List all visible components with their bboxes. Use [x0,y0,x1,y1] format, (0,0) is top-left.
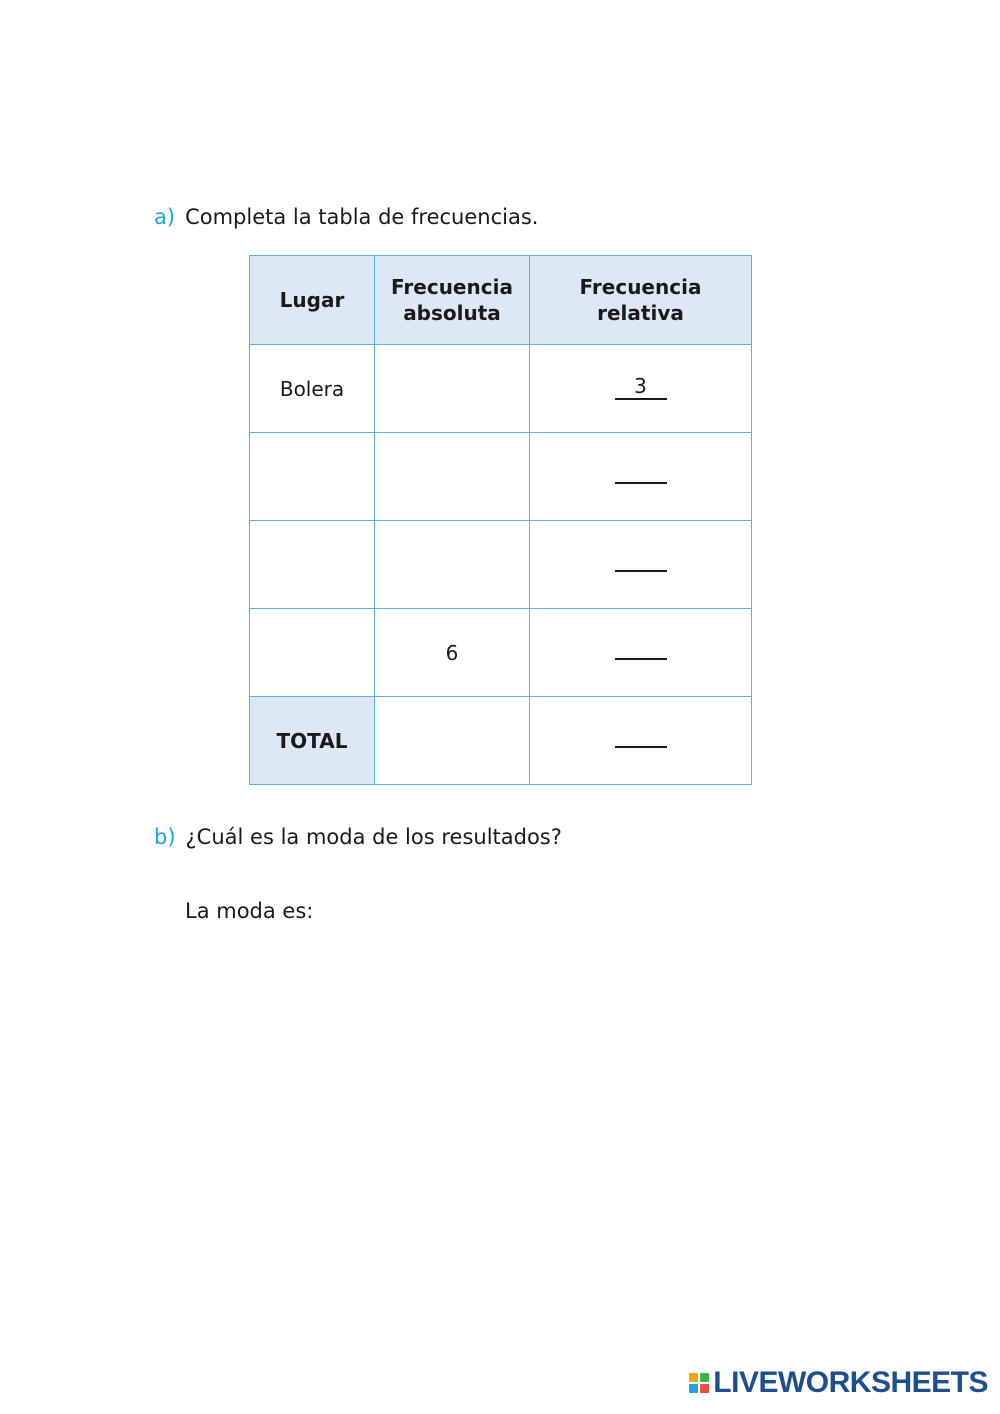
relativa-input[interactable] [615,724,667,748]
cell-relativa [530,345,752,433]
header-frecuencia-relativa: Frecuencia relativa [530,256,752,345]
question-a-letter: a) [154,205,176,229]
cell-absoluta[interactable]: 6 [375,609,530,697]
cell-total-relativa [530,697,752,785]
cell-relativa [530,609,752,697]
logo-square [700,1373,709,1382]
frequency-table [249,255,752,785]
cell-relativa [530,521,752,609]
cell-lugar[interactable]: Bolera [250,345,375,433]
logo-square [700,1384,709,1393]
logo-text: LIVEWORKSHEETS [713,1366,988,1399]
header-lugar: Lugar [250,256,375,345]
question-a [154,205,538,229]
liveworksheets-logo [689,1368,988,1398]
question-b [154,825,562,849]
table-header-row [250,256,752,345]
cell-lugar[interactable] [250,521,375,609]
cell-total-label: TOTAL [250,697,375,785]
relativa-input[interactable]: 3 [615,376,667,400]
relativa-input[interactable] [615,548,667,572]
logo-icon [689,1373,709,1393]
table-total-row [250,697,752,785]
question-b-letter: b) [154,825,176,849]
table-row [250,345,752,433]
cell-total-absoluta[interactable] [375,697,530,785]
cell-lugar[interactable] [250,433,375,521]
table-row [250,433,752,521]
cell-absoluta[interactable] [375,521,530,609]
relativa-input[interactable] [615,636,667,660]
table-row [250,521,752,609]
cell-lugar[interactable] [250,609,375,697]
relativa-input[interactable] [615,460,667,484]
cell-absoluta[interactable] [375,345,530,433]
question-b-text: ¿Cuál es la moda de los resultados? [185,825,562,849]
logo-square [689,1384,698,1393]
table-row [250,609,752,697]
question-a-text: Completa la tabla de frecuencias. [185,205,539,229]
cell-absoluta[interactable] [375,433,530,521]
header-frecuencia-absoluta: Frecuencia absoluta [375,256,530,345]
logo-square [689,1373,698,1382]
cell-relativa [530,433,752,521]
answer-prompt: La moda es: [185,899,314,923]
